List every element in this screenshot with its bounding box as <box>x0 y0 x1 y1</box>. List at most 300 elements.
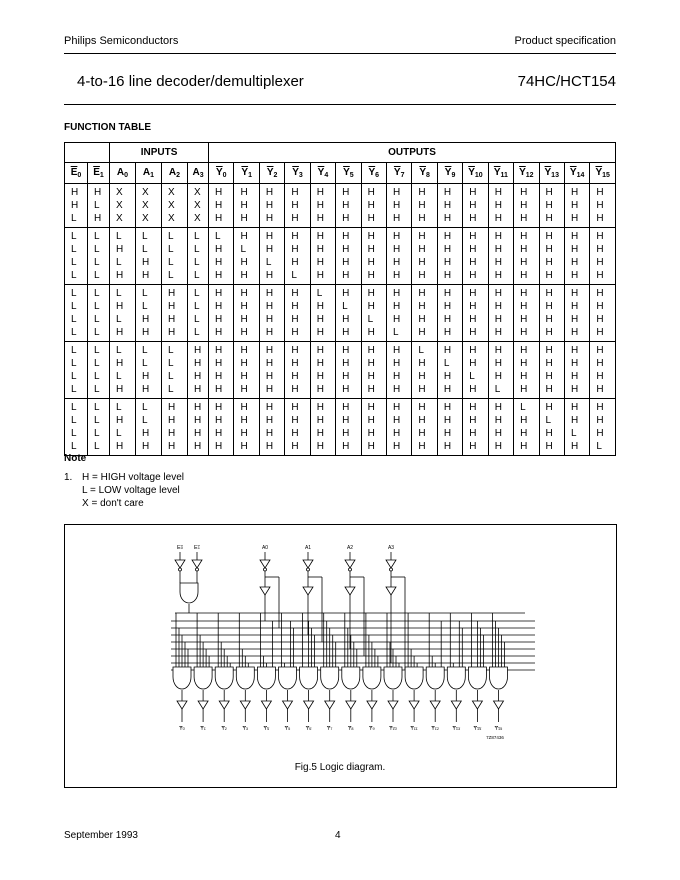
table-cell <box>539 399 564 456</box>
cell-value: H <box>194 371 202 382</box>
cell-value: L <box>71 415 77 426</box>
address-label-0: A0 <box>261 545 269 551</box>
cell-value: H <box>240 231 248 242</box>
cell-value: L <box>265 257 272 268</box>
cell-value: H <box>342 327 350 338</box>
table-cell <box>564 399 589 456</box>
cell-value: X <box>142 213 149 224</box>
cell-value: H <box>545 327 553 338</box>
output-label-9: Y9 <box>369 726 375 732</box>
output-buffer-2 <box>219 701 229 709</box>
table-cell <box>412 399 437 456</box>
cell-value: L <box>94 371 100 382</box>
cell-value: H <box>443 371 452 382</box>
cell-value: H <box>94 213 102 224</box>
cell-value: H <box>116 301 124 312</box>
logic-diagram <box>65 525 616 787</box>
cell-value: H <box>342 288 350 299</box>
cell-value: H <box>265 200 274 211</box>
cell-value: H <box>215 187 223 198</box>
table-cell <box>162 228 188 285</box>
cell-value: H <box>367 231 375 242</box>
cell-value: L <box>94 358 100 369</box>
cell-value: H <box>418 257 426 268</box>
output-label-7: Y7 <box>326 726 333 732</box>
cell-value: H <box>194 428 202 439</box>
cell-value: H <box>570 415 579 426</box>
table-cell <box>209 184 234 228</box>
cell-value: L <box>71 402 77 413</box>
cell-value: H <box>570 441 579 452</box>
output-label-0: Y0 <box>179 726 185 732</box>
cell-value: H <box>494 288 502 299</box>
address-buffer-2 <box>345 560 355 568</box>
enable-label-0: E0 <box>177 545 183 551</box>
cell-value: L <box>116 371 122 382</box>
cell-value: H <box>367 257 375 268</box>
table-cell <box>539 342 564 399</box>
table-cell <box>590 285 616 342</box>
cell-value: L <box>194 288 200 299</box>
cell-value: H <box>418 358 426 369</box>
table-cell <box>488 184 513 228</box>
cell-value: L <box>116 314 122 325</box>
enable-label-1: E1 <box>194 545 200 551</box>
cell-value: H <box>494 415 502 426</box>
truth-row-group <box>65 228 616 285</box>
table-cell <box>412 228 437 285</box>
cell-value: H <box>520 371 528 382</box>
cell-value: H <box>469 402 477 413</box>
cell-value: L <box>142 301 148 312</box>
output-gate-6 <box>300 667 318 689</box>
table-cell <box>564 285 589 342</box>
cell-value: L <box>94 314 100 325</box>
table-cell <box>88 285 110 342</box>
cell-value: H <box>393 187 401 198</box>
output-buffer-4 <box>261 701 271 709</box>
cell-value: H <box>596 402 604 413</box>
truth-row-group <box>65 184 616 228</box>
table-cell <box>259 399 284 456</box>
output-gate-15 <box>490 667 508 689</box>
enable-gate <box>180 583 198 603</box>
cell-value: H <box>393 200 401 211</box>
cell-value: H <box>469 187 477 198</box>
cell-value: H <box>116 244 124 255</box>
table-cell <box>539 184 564 228</box>
cell-value: H <box>342 415 350 426</box>
cell-value: L <box>142 244 148 255</box>
cell-value: L <box>94 345 100 356</box>
cell-value: H <box>520 345 528 356</box>
cell-value: H <box>265 415 274 426</box>
enable-buffer-0-bubble <box>179 568 182 571</box>
cell-value: H <box>596 345 604 356</box>
note-list <box>64 471 184 510</box>
cell-value: H <box>418 187 426 198</box>
table-cell <box>590 342 616 399</box>
cell-value: H <box>469 345 477 356</box>
cell-value: H <box>71 200 79 211</box>
table-cell <box>259 184 284 228</box>
cell-value: H <box>443 257 452 268</box>
column-header: $\overline{Y}_{13}$ <box>539 163 564 184</box>
table-cell <box>65 184 88 228</box>
cell-value: H <box>215 301 223 312</box>
page-title: 4-to-16 line decoder/demultiplexer <box>77 73 304 90</box>
cell-value: H <box>418 288 426 299</box>
cell-value: H <box>443 200 452 211</box>
cell-value: H <box>469 231 477 242</box>
cell-value: H <box>367 345 375 356</box>
enable-buffer-1-bubble <box>196 568 199 571</box>
cell-value: H <box>240 301 248 312</box>
cell-value: H <box>240 345 248 356</box>
cell-value: L <box>94 384 100 395</box>
address-label-3: A3 <box>387 545 395 551</box>
cell-value: H <box>545 384 553 395</box>
cell-value: H <box>168 441 176 452</box>
table-cell <box>88 342 110 399</box>
header-company: Philips Semiconductors <box>64 35 179 47</box>
cell-value: H <box>418 441 426 452</box>
cell-value: H <box>545 345 553 356</box>
cell-value: H <box>545 371 553 382</box>
cell-value: H <box>316 314 324 325</box>
cell-value: H <box>142 314 150 325</box>
cell-value: L <box>194 244 200 255</box>
cell-value: L <box>71 428 77 439</box>
cell-value: L <box>94 231 100 242</box>
output-buffer-13 <box>451 701 461 709</box>
table-cell <box>387 285 412 342</box>
cell-value: H <box>570 213 579 224</box>
cell-value: H <box>291 384 299 395</box>
cell-value: H <box>316 345 324 356</box>
cell-value: H <box>545 402 553 413</box>
cell-value: L <box>71 301 77 312</box>
cell-value: H <box>316 415 324 426</box>
table-row <box>65 285 616 342</box>
table-cell <box>437 342 462 399</box>
column-header: $\overline{Y}_8$ <box>412 163 437 184</box>
cell-value: H <box>367 288 375 299</box>
cell-value: H <box>393 358 401 369</box>
cell-value: H <box>215 441 223 452</box>
cell-value: H <box>494 345 502 356</box>
cell-value: H <box>596 270 604 281</box>
part-number: 74HC/HCT154 <box>517 73 616 90</box>
cell-value: H <box>393 384 401 395</box>
table-cell <box>590 228 616 285</box>
cell-value: H <box>545 441 553 452</box>
enable-buffer-0 <box>175 560 185 568</box>
output-buffer-11 <box>409 701 419 709</box>
cell-value: H <box>418 231 426 242</box>
cell-value: L <box>393 327 399 338</box>
cell-value: H <box>316 187 324 198</box>
cell-value: H <box>570 244 579 255</box>
inputs-group-header: INPUTS <box>110 143 209 163</box>
cell-value: L <box>520 402 526 413</box>
cell-value: H <box>520 428 528 439</box>
cell-value: H <box>367 384 375 395</box>
cell-value: H <box>494 371 502 382</box>
cell-value: H <box>596 371 604 382</box>
cell-value: H <box>316 270 324 281</box>
cell-value: H <box>596 231 604 242</box>
cell-value: H <box>291 371 299 382</box>
cell-value: H <box>545 301 553 312</box>
table-cell <box>110 228 136 285</box>
table-cell <box>361 228 386 285</box>
cell-value: H <box>418 314 426 325</box>
table-cell <box>361 399 386 456</box>
cell-value: H <box>342 200 350 211</box>
column-header: $\overline{E}_1$ <box>88 163 110 184</box>
output-gate-10 <box>384 667 402 689</box>
cell-value: H <box>570 345 579 356</box>
output-buffer-6 <box>304 701 314 709</box>
cell-value: H <box>545 257 553 268</box>
cell-value: H <box>367 187 375 198</box>
cell-value: L <box>71 231 77 242</box>
cell-value: H <box>215 257 223 268</box>
cell-value: H <box>520 213 528 224</box>
cell-value: H <box>215 415 223 426</box>
column-header: $\overline{Y}_{15}$ <box>590 163 616 184</box>
cell-value: H <box>469 257 477 268</box>
cell-value: H <box>418 301 426 312</box>
cell-value: H <box>316 441 324 452</box>
cell-value: H <box>418 415 426 426</box>
cell-value: H <box>367 402 375 413</box>
cell-value: H <box>443 415 452 426</box>
cell-value: H <box>443 213 452 224</box>
cell-value: H <box>393 270 401 281</box>
cell-value: L <box>443 358 450 369</box>
cell-value: H <box>393 415 401 426</box>
cell-value: H <box>265 301 274 312</box>
logic-diagram-frame <box>64 524 617 788</box>
column-header: $A_1$ <box>136 163 162 184</box>
cell-value: H <box>545 358 553 369</box>
cell-value: L <box>71 244 77 255</box>
cell-value: H <box>215 270 223 281</box>
cell-value: H <box>469 428 477 439</box>
output-gate-1 <box>194 667 212 689</box>
function-table <box>64 142 616 456</box>
cell-value: H <box>596 415 604 426</box>
cell-value: H <box>520 244 528 255</box>
table-cell <box>310 184 335 228</box>
cell-value: H <box>469 327 477 338</box>
cell-value: L <box>194 270 200 281</box>
cell-value: H <box>240 288 248 299</box>
cell-value: H <box>443 402 452 413</box>
cell-value: L <box>168 371 174 382</box>
output-buffer-10 <box>388 701 398 709</box>
cell-value: H <box>316 200 324 211</box>
cell-value: H <box>240 327 248 338</box>
cell-value: H <box>520 415 528 426</box>
cell-value: H <box>596 213 604 224</box>
table-cell <box>412 285 437 342</box>
cell-value: L <box>168 231 174 242</box>
cell-value: H <box>367 371 375 382</box>
title-rule <box>64 104 616 105</box>
table-cell <box>65 285 88 342</box>
column-header: $\overline{Y}_{10}$ <box>463 163 488 184</box>
table-cell <box>539 285 564 342</box>
cell-value: H <box>469 415 477 426</box>
cell-value: H <box>265 345 274 356</box>
cell-value: H <box>142 371 150 382</box>
cell-value: H <box>494 428 502 439</box>
cell-value: L <box>418 345 424 356</box>
address-buffer2-3 <box>386 587 396 595</box>
cell-value: H <box>545 270 553 281</box>
cell-value: H <box>393 257 401 268</box>
cell-value: H <box>240 428 248 439</box>
cell-value: H <box>116 327 124 338</box>
table-cell <box>310 399 335 456</box>
cell-value: H <box>443 187 452 198</box>
cell-value: H <box>367 301 375 312</box>
table-cell <box>564 228 589 285</box>
cell-value: X <box>194 200 201 211</box>
cell-value: H <box>367 415 375 426</box>
table-cell <box>539 228 564 285</box>
cell-value: H <box>291 358 299 369</box>
cell-value: H <box>265 270 274 281</box>
cell-value: H <box>342 187 350 198</box>
cell-value: L <box>94 428 100 439</box>
output-label-1: Y1 <box>200 726 206 732</box>
cell-value: H <box>393 213 401 224</box>
footer-page: 4 <box>335 830 341 841</box>
output-gate-0 <box>173 667 191 689</box>
cell-value: H <box>393 301 401 312</box>
cell-value: H <box>291 441 299 452</box>
cell-value: H <box>291 301 299 312</box>
address-buffer-1-bubble <box>307 568 310 571</box>
cell-value: H <box>596 358 604 369</box>
table-cell <box>336 399 361 456</box>
cell-value: H <box>494 358 502 369</box>
table-cell <box>188 399 209 456</box>
table-cell <box>259 228 284 285</box>
cell-value: H <box>240 358 248 369</box>
table-cell <box>412 184 437 228</box>
cell-value: H <box>596 244 604 255</box>
cell-value: H <box>570 270 579 281</box>
cell-value: L <box>71 345 77 356</box>
cell-value: H <box>545 231 553 242</box>
cell-value: H <box>520 270 528 281</box>
output-label-6: Y6 <box>305 726 312 732</box>
output-gate-13 <box>447 667 465 689</box>
cell-value: H <box>116 384 124 395</box>
cell-value: H <box>469 200 477 211</box>
cell-value: H <box>545 428 553 439</box>
address-label-1: A1 <box>304 545 312 551</box>
cell-value: H <box>443 288 452 299</box>
cell-value: H <box>469 301 477 312</box>
cell-value: H <box>240 213 248 224</box>
cell-value: H <box>596 187 604 198</box>
cell-value: H <box>215 314 223 325</box>
cell-value: L <box>194 231 200 242</box>
cell-value: L <box>116 231 122 242</box>
output-buffer-5 <box>283 701 293 709</box>
cell-value: L <box>94 415 100 426</box>
cell-value: H <box>494 314 502 325</box>
cell-value: L <box>469 371 475 382</box>
cell-value: H <box>367 213 375 224</box>
cell-value: H <box>116 415 124 426</box>
cell-value: H <box>194 358 202 369</box>
cell-value: H <box>215 200 223 211</box>
cell-value: H <box>367 270 375 281</box>
cell-value: H <box>215 327 223 338</box>
cell-value: H <box>469 314 477 325</box>
table-cell <box>234 228 259 285</box>
table-cell <box>387 184 412 228</box>
cell-value: H <box>265 314 274 325</box>
table-cell <box>209 342 234 399</box>
table-cell <box>463 184 488 228</box>
table-cell <box>188 285 209 342</box>
output-label-10: Y10 <box>389 726 397 732</box>
cell-value: H <box>291 415 299 426</box>
cell-value: X <box>116 187 123 198</box>
cell-value: H <box>240 384 248 395</box>
footer-date: September 1993 <box>64 830 138 841</box>
cell-value: L <box>71 314 77 325</box>
note-line-l: L = LOW voltage level <box>82 485 180 496</box>
table-cell <box>564 342 589 399</box>
cell-value: H <box>342 402 350 413</box>
cell-value: H <box>168 428 176 439</box>
cell-value: H <box>291 288 299 299</box>
cell-value: L <box>316 288 323 299</box>
cell-value: H <box>265 371 274 382</box>
table-cell <box>136 228 162 285</box>
table-cell <box>234 285 259 342</box>
cell-value: H <box>342 345 350 356</box>
cell-value: L <box>94 402 100 413</box>
output-label-4: Y4 <box>263 726 270 732</box>
cell-value: L <box>71 371 77 382</box>
cell-value: H <box>545 288 553 299</box>
output-label-11: Y11 <box>410 726 418 732</box>
table-cell <box>412 342 437 399</box>
cell-value: L <box>94 257 100 268</box>
cell-value: H <box>342 314 350 325</box>
table-cell <box>437 184 462 228</box>
table-cell <box>285 342 310 399</box>
table-cell <box>310 342 335 399</box>
cell-value: L <box>168 384 174 395</box>
cell-value: H <box>570 314 579 325</box>
cell-value: X <box>168 200 175 211</box>
cell-value: H <box>494 402 502 413</box>
column-header: $\overline{Y}_{11}$ <box>488 163 513 184</box>
cell-value: H <box>418 327 426 338</box>
cell-value: X <box>168 187 175 198</box>
